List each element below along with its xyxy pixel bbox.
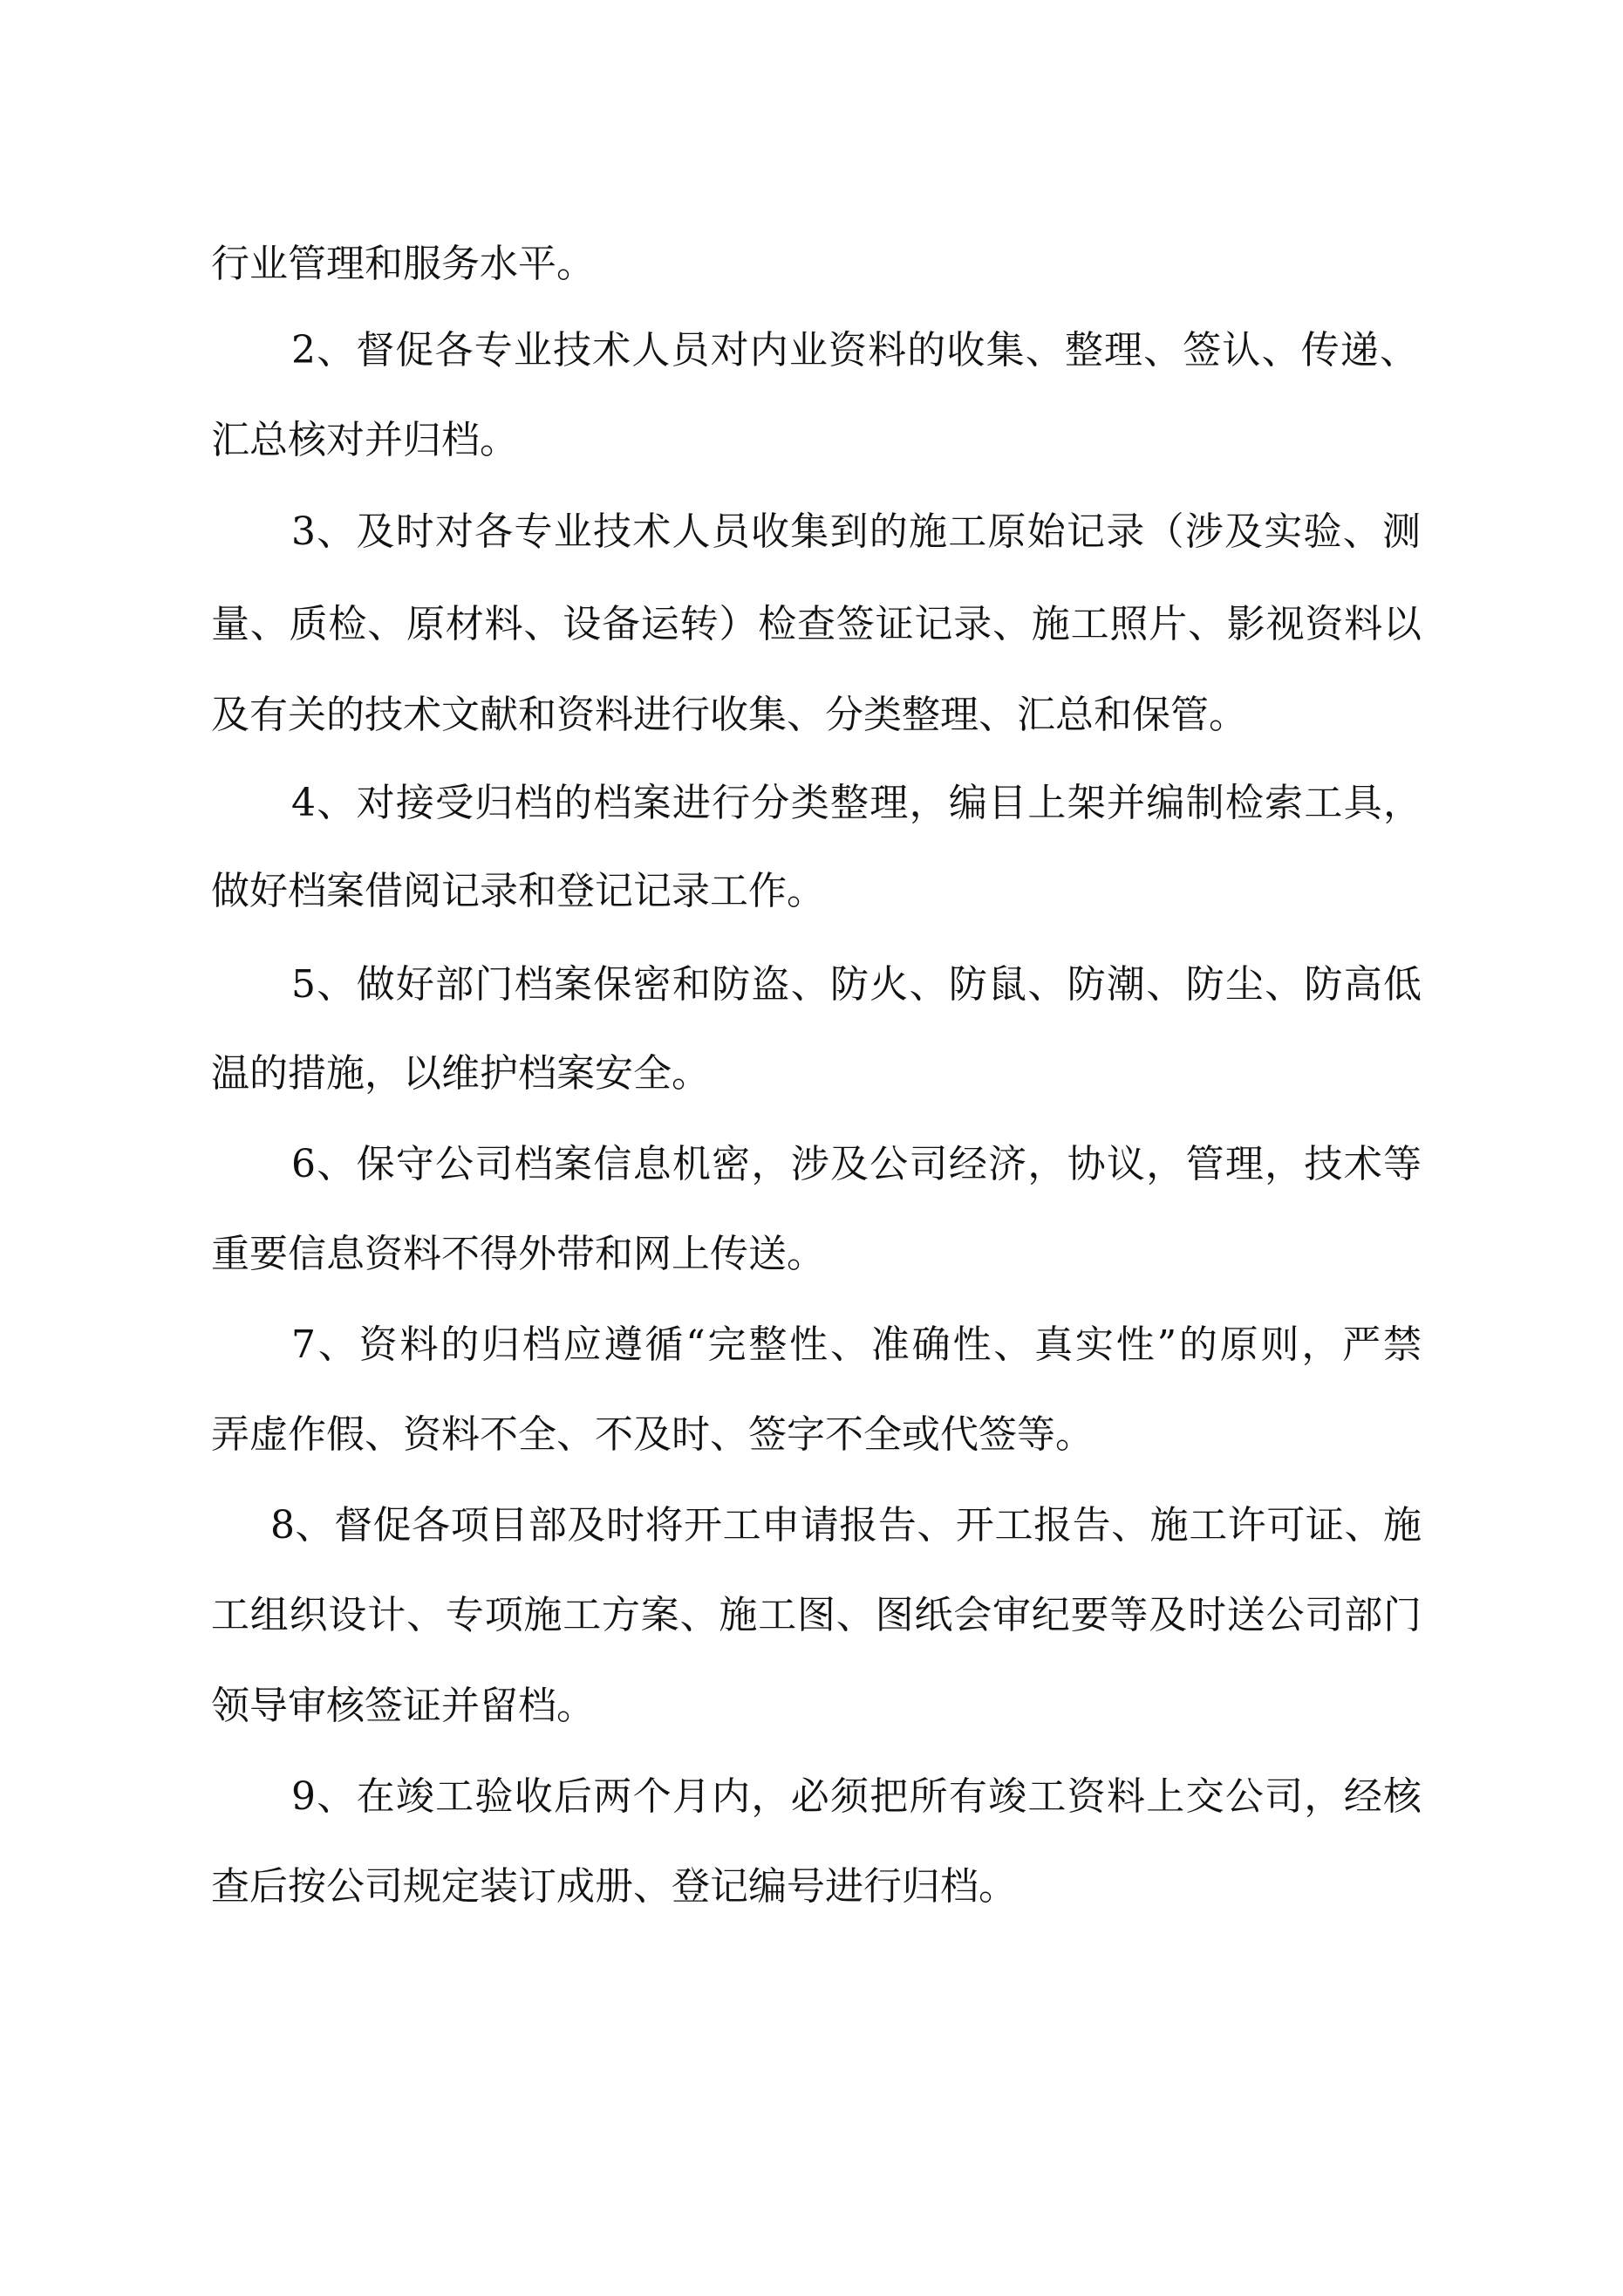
text-line-11: 6、保守公司档案信息机密，涉及公司经济，协议，管理，技术等 <box>291 1142 1422 1186</box>
text-line-19: 查后按公司规定装订成册、登记编号进行归档。 <box>211 1864 1017 1909</box>
text-line-1: 行业管理和服务水平。 <box>211 242 595 286</box>
text-line-4: 3、及时对各专业技术人员收集到的施工原始记录（涉及实验、测 <box>291 509 1421 554</box>
text-line-15: 8、督促各项目部及时将开工申请报告、开工报告、施工许可证、施 <box>270 1503 1422 1548</box>
text-line-7: 4、对接受归档的档案进行分类整理，编目上架并编制检索工具， <box>291 781 1422 825</box>
text-line-14: 弄虚作假、资料不全、不及时、签字不全或代签等。 <box>211 1412 1094 1457</box>
text-line-9: 5、做好部门档案保密和防盗、防火、防鼠、防潮、防尘、防高低 <box>291 962 1422 1007</box>
text-line-17: 领导审核签证并留档。 <box>211 1684 595 1728</box>
text-line-13: 7、资料的归档应遵循“完整性、准确性、真实性”的原则，严禁 <box>291 1322 1422 1367</box>
text-line-2: 2、督促各专业技术人员对内业资料的收集、整理、签认、传递、 <box>291 328 1418 372</box>
text-line-8: 做好档案借阅记录和登记记录工作。 <box>211 869 825 913</box>
text-line-12: 重要信息资料不得外带和网上传送。 <box>211 1232 825 1276</box>
text-line-16: 工组织设计、专项施工方案、施工图、图纸会审纪要等及时送公司部门 <box>211 1593 1422 1637</box>
text-line-5: 量、质检、原材料、设备运转）检查签证记录、施工照片、影视资料以 <box>211 602 1422 646</box>
text-line-3: 汇总核对并归档。 <box>211 418 518 462</box>
text-line-10: 温的措施，以维护档案安全。 <box>211 1051 710 1096</box>
text-line-6: 及有关的技术文献和资料进行收集、分类整理、汇总和保管。 <box>211 693 1247 737</box>
text-line-18: 9、在竣工验收后两个月内，必须把所有竣工资料上交公司，经核 <box>291 1774 1422 1819</box>
